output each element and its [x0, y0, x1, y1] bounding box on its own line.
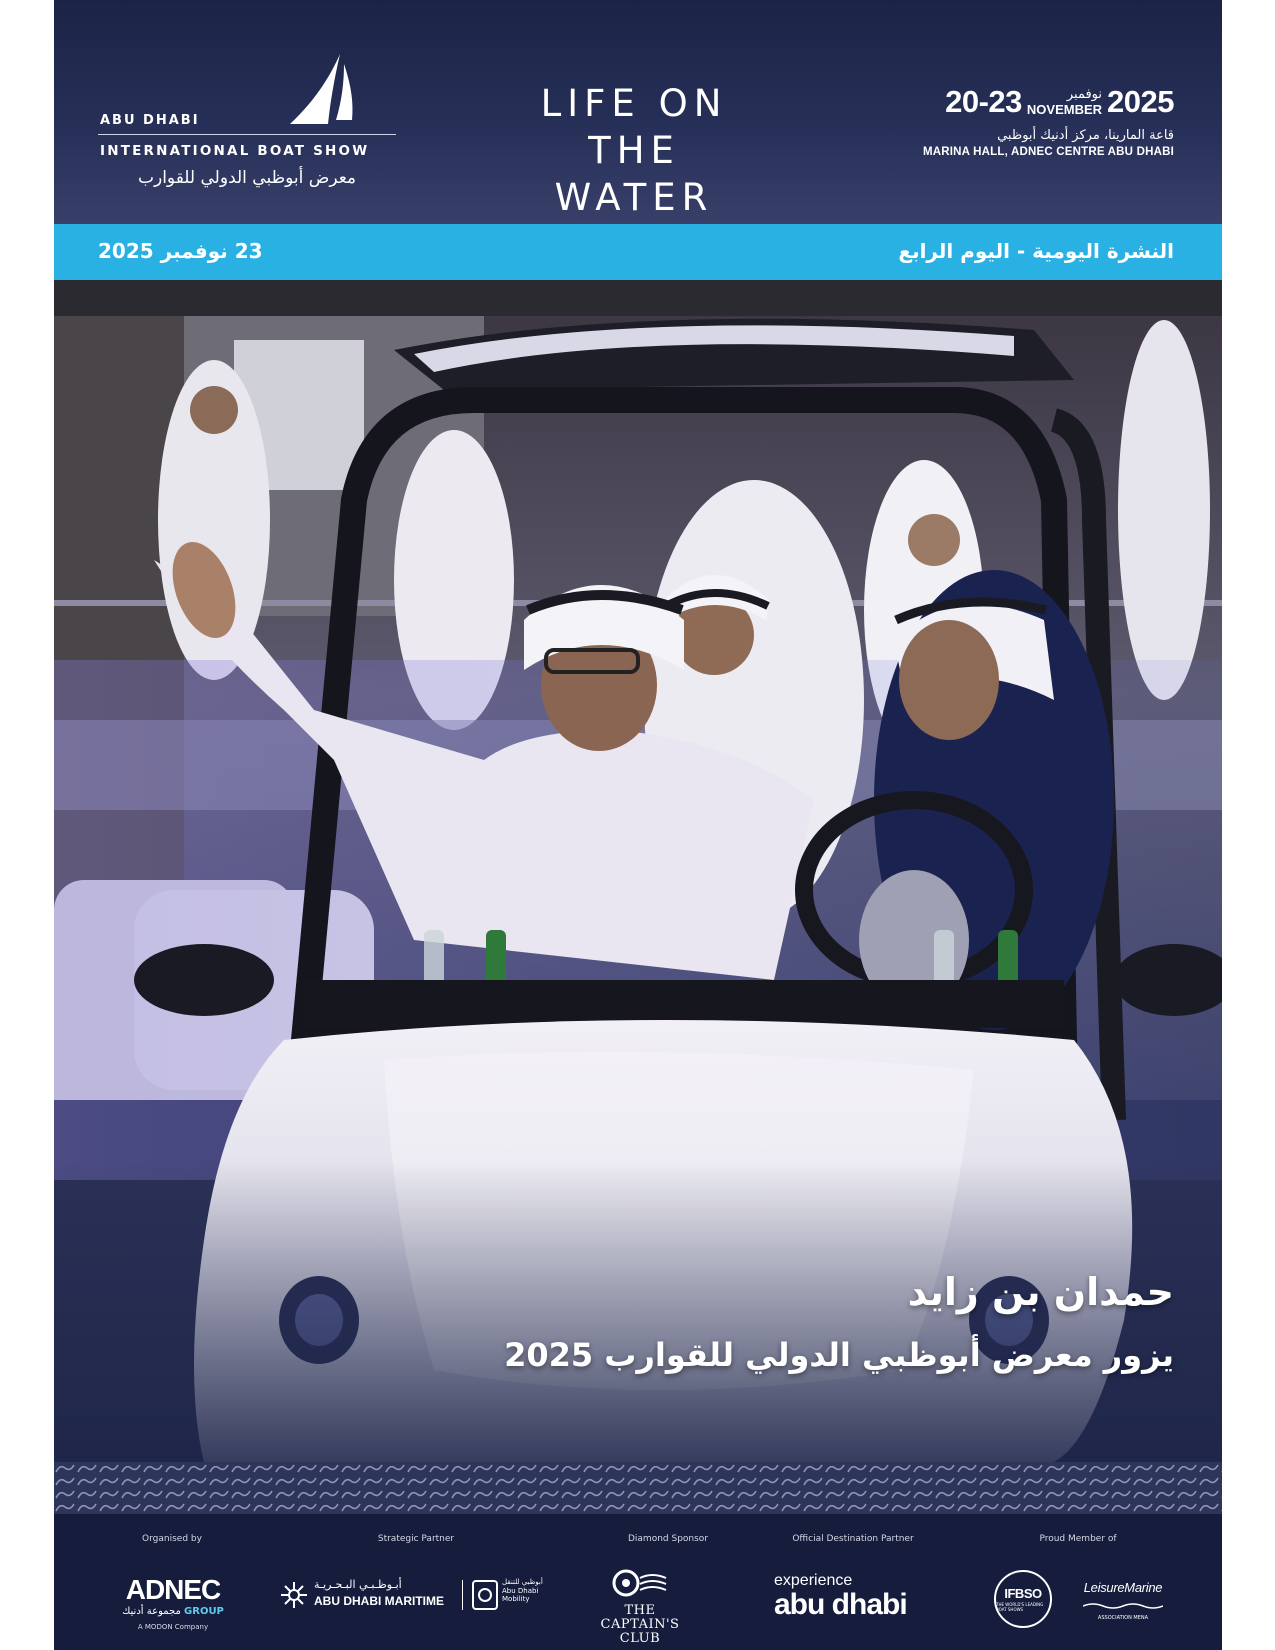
captain-line-1: THE: [624, 1603, 656, 1618]
month-english: NOVEMBER: [1026, 102, 1103, 117]
leisure-wordmark: LeisureMarine: [1083, 1580, 1163, 1595]
caption-strategic-partner: Strategic Partner: [377, 1534, 455, 1544]
venue-english: MARINA HALL, ADNEC CENTRE ABU DHABI: [922, 146, 1174, 158]
logo-line-abu-dhabi: ABU DHABI: [100, 113, 200, 128]
issue-title: النشرة اليومية - اليوم الرابع: [898, 239, 1174, 263]
issue-date: 23 نوفمبر 2025: [98, 239, 263, 263]
headline: [504, 1270, 1174, 1374]
boat-show-logo: [98, 50, 398, 200]
tagline: [504, 80, 764, 221]
abu-dhabi-mobility-logo: [472, 1578, 544, 1612]
ifbso-logo: [994, 1570, 1054, 1630]
mobility-english-1: Abu Dhabi: [502, 1586, 539, 1595]
venue-arabic: قاعة المارينا، مركز أدنيك أبوظبي: [997, 128, 1174, 143]
adnec-group: GROUP: [184, 1606, 224, 1617]
cover-page: [54, 0, 1222, 1650]
sponsors-bar: [54, 1514, 1222, 1650]
maritime-star-icon: [280, 1581, 308, 1609]
experience-line-1: experience: [774, 1572, 853, 1589]
headline-title: حمدان بن زايد: [907, 1270, 1174, 1314]
captain-line-3: CLUB: [619, 1631, 661, 1646]
captain-wheel-icon: [610, 1568, 670, 1598]
captains-club-logo: [590, 1568, 690, 1646]
adnec-logo: [118, 1576, 228, 1631]
decorative-pattern-band: [54, 1462, 1222, 1514]
wave-pattern-icon: [54, 1462, 1222, 1514]
tagline-line-2: THE WATER: [554, 129, 714, 219]
tagline-line-1: LIFE ON: [540, 82, 728, 125]
captain-line-2: CAPTAIN'S: [600, 1617, 680, 1632]
caption-destination-partner: Official Destination Partner: [792, 1534, 914, 1544]
leisure-marine-logo: [1078, 1580, 1168, 1621]
event-year: 2025: [1107, 84, 1174, 119]
logo-divider: [98, 134, 396, 135]
logo-line-arabic: معرض أبوظبي الدولي للقوارب: [137, 168, 357, 188]
maritime-english: ABU DHABI MARITIME: [314, 1594, 444, 1608]
month-arabic: نوفمبر: [1066, 87, 1103, 102]
issue-strip: [54, 224, 1222, 280]
headline-subtitle: يزور معرض أبوظبي الدولي للقوارب 2025: [504, 1336, 1174, 1374]
experience-abu-dhabi-logo: [774, 1572, 934, 1620]
caption-proud-member: Proud Member of: [1039, 1534, 1117, 1544]
ifbso-subtitle: THE WORLD'S LEADING BOAT SHOWS: [996, 1602, 1044, 1612]
mobility-english-2: Mobility: [502, 1595, 530, 1603]
experience-line-2: abu dhabi: [774, 1588, 907, 1621]
ifbso-wordmark: IFBSO: [1004, 1586, 1042, 1601]
abu-dhabi-maritime-logo: [280, 1578, 543, 1612]
adnec-arabic: مجموعة أدنيك: [122, 1606, 181, 1617]
date-range: 20-23: [945, 84, 1022, 119]
header: [54, 0, 1222, 224]
leisure-subtitle: ASSOCIATION MENA: [1097, 1615, 1149, 1621]
logo-divider: [462, 1580, 463, 1610]
caption-diamond-sponsor: Diamond Sponsor: [627, 1534, 709, 1544]
caption-organised-by: Organised by: [142, 1534, 202, 1544]
adnec-group-line: [118, 1606, 228, 1617]
event-dates: [874, 82, 1174, 158]
wave-icon: [1083, 1602, 1163, 1610]
adnec-company: A MODON Company: [137, 1623, 209, 1631]
sail-icon: [288, 54, 358, 126]
mobility-icon: [472, 1580, 498, 1610]
maritime-arabic: أبـوظـبـي البـحـريـة: [314, 1578, 402, 1591]
mobility-arabic: أبوظبي للتنقل: [502, 1578, 543, 1586]
adnec-wordmark: ADNEC: [125, 1574, 221, 1605]
logo-line-boat-show: INTERNATIONAL BOAT SHOW: [100, 143, 370, 159]
